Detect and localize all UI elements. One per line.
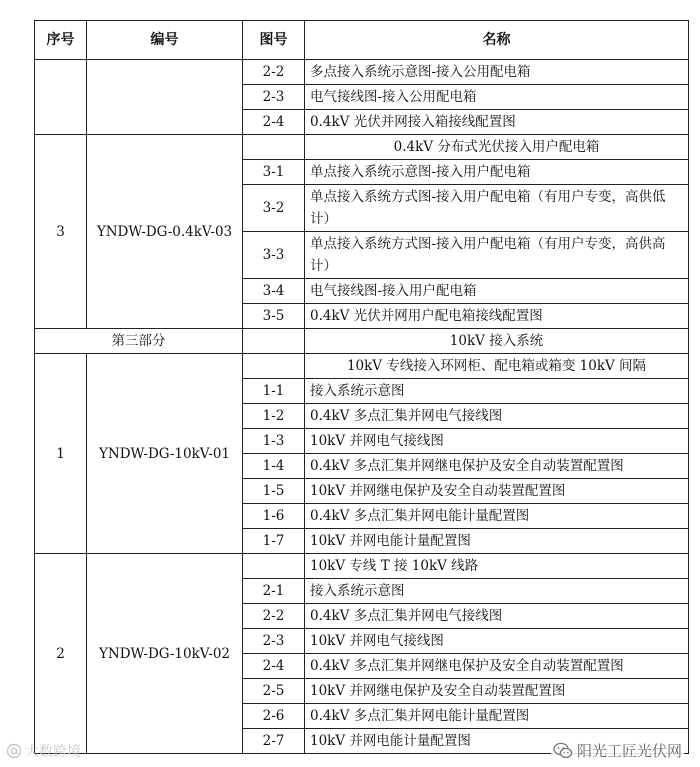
figno-cell: 1-3: [243, 429, 305, 454]
code-cell: YNDW-DG-0.4kV-03: [87, 135, 243, 329]
at-sign-icon: [6, 743, 22, 759]
name-cell: 接入系统示意图: [305, 379, 689, 404]
name-cell: 0.4kV 多点汇集并网电气接线图: [305, 604, 689, 629]
wechat-icon: [553, 742, 573, 760]
header-row: [35, 21, 689, 60]
code-cell: YNDW-DG-10kV-02: [87, 554, 243, 754]
watermark-right: [551, 740, 684, 761]
name-cell: 单点接入系统示意图-接入用户配电箱: [305, 160, 689, 185]
figno-cell: 3-5: [243, 304, 305, 329]
figno-cell: 2-3: [243, 629, 305, 654]
seq-cell: 1: [35, 354, 87, 554]
name-cell: 0.4kV 多点汇集并网电能计量配置图: [305, 704, 689, 729]
group-title-cell: 10kV 专线接入环网柜、配电箱或箱变 10kV 间隔: [305, 354, 689, 379]
figno-cell: 2-2: [243, 60, 305, 85]
figure-index-table: [34, 20, 689, 754]
header-name: 名称: [305, 21, 689, 60]
figno-cell: 1-7: [243, 529, 305, 554]
figno-cell: 2-4: [243, 110, 305, 135]
figno-cell: 1-6: [243, 504, 305, 529]
code-cell: [87, 60, 243, 135]
table-row: [35, 60, 689, 85]
watermark-right-text: 阳光工匠光伏网: [576, 742, 682, 760]
name-cell: 0.4kV 多点汇集并网电气接线图: [305, 404, 689, 429]
name-cell: 电气接线图-接入公用配电箱: [305, 85, 689, 110]
header-figno: 图号: [243, 21, 305, 60]
name-cell: 单点接入系统方式图-接入用户配电箱（有用户专变，高供低计）: [305, 185, 689, 232]
figno-cell: 1-5: [243, 479, 305, 504]
name-cell: 多点接入系统示意图-接入公用配电箱: [305, 60, 689, 85]
figno-cell: 2-5: [243, 679, 305, 704]
name-cell: 10kV 并网继电保护及安全自动装置配置图: [305, 679, 689, 704]
figno-cell: 2-6: [243, 704, 305, 729]
figno-cell: 2-2: [243, 604, 305, 629]
figno-cell: 3-3: [243, 232, 305, 279]
figno-cell: 3-4: [243, 279, 305, 304]
header-seq: 序号: [35, 21, 87, 60]
name-cell: 10kV 并网继电保护及安全自动装置配置图: [305, 479, 689, 504]
name-cell: 0.4kV 多点汇集并网继电保护及安全自动装置配置图: [305, 654, 689, 679]
name-cell: 0.4kV 多点汇集并网继电保护及安全自动装置配置图: [305, 454, 689, 479]
figno-cell: 2-1: [243, 579, 305, 604]
figno-cell: [243, 135, 305, 160]
name-cell: 10kV 并网电能计量配置图: [305, 529, 689, 554]
group-title-cell: 10kV 专线 T 接 10kV 线路: [305, 554, 689, 579]
figno-cell: 2-3: [243, 85, 305, 110]
figno-cell: [243, 329, 305, 354]
name-cell: 0.4kV 光伏并网接入箱接线配置图: [305, 110, 689, 135]
watermark-left: [6, 741, 81, 761]
name-cell: 10kV 并网电能计量配置图: [305, 729, 689, 754]
figno-cell: 2-7: [243, 729, 305, 754]
name-cell: 电气接线图-接入用户配电箱: [305, 279, 689, 304]
name-cell: 10kV 并网电气接线图: [305, 629, 689, 654]
figno-cell: [243, 354, 305, 379]
name-cell: 单点接入系统方式图-接入用户配电箱（有用户专变，高供高计）: [305, 232, 689, 279]
table-row: [35, 135, 689, 160]
header-code: 编号: [87, 21, 243, 60]
figno-cell: 1-2: [243, 404, 305, 429]
code-cell: YNDW-DG-10kV-01: [87, 354, 243, 554]
footer-watermarks: [0, 740, 700, 767]
figno-cell: 1-4: [243, 454, 305, 479]
figno-cell: 1-1: [243, 379, 305, 404]
figno-cell: 2-4: [243, 654, 305, 679]
name-cell: 接入系统示意图: [305, 579, 689, 604]
name-cell: 0.4kV 光伏并网用户配电箱接线配置图: [305, 304, 689, 329]
section-label-cell: 第三部分: [35, 329, 243, 354]
figno-cell: 3-2: [243, 185, 305, 232]
seq-cell: [35, 60, 87, 135]
figno-cell: 3-1: [243, 160, 305, 185]
section-title-cell: 10kV 接入系统: [305, 329, 689, 354]
name-cell: 0.4kV 多点汇集并网电能计量配置图: [305, 504, 689, 529]
group-title-cell: 0.4kV 分布式光伏接入用户配电箱: [305, 135, 689, 160]
section-row: [35, 329, 689, 354]
table-row: [35, 554, 689, 579]
name-cell: 10kV 并网电气接线图: [305, 429, 689, 454]
seq-cell: 3: [35, 135, 87, 329]
figno-cell: [243, 554, 305, 579]
seq-cell: 2: [35, 554, 87, 754]
watermark-left-text: 大数跨境: [25, 744, 81, 760]
table-row: [35, 354, 689, 379]
